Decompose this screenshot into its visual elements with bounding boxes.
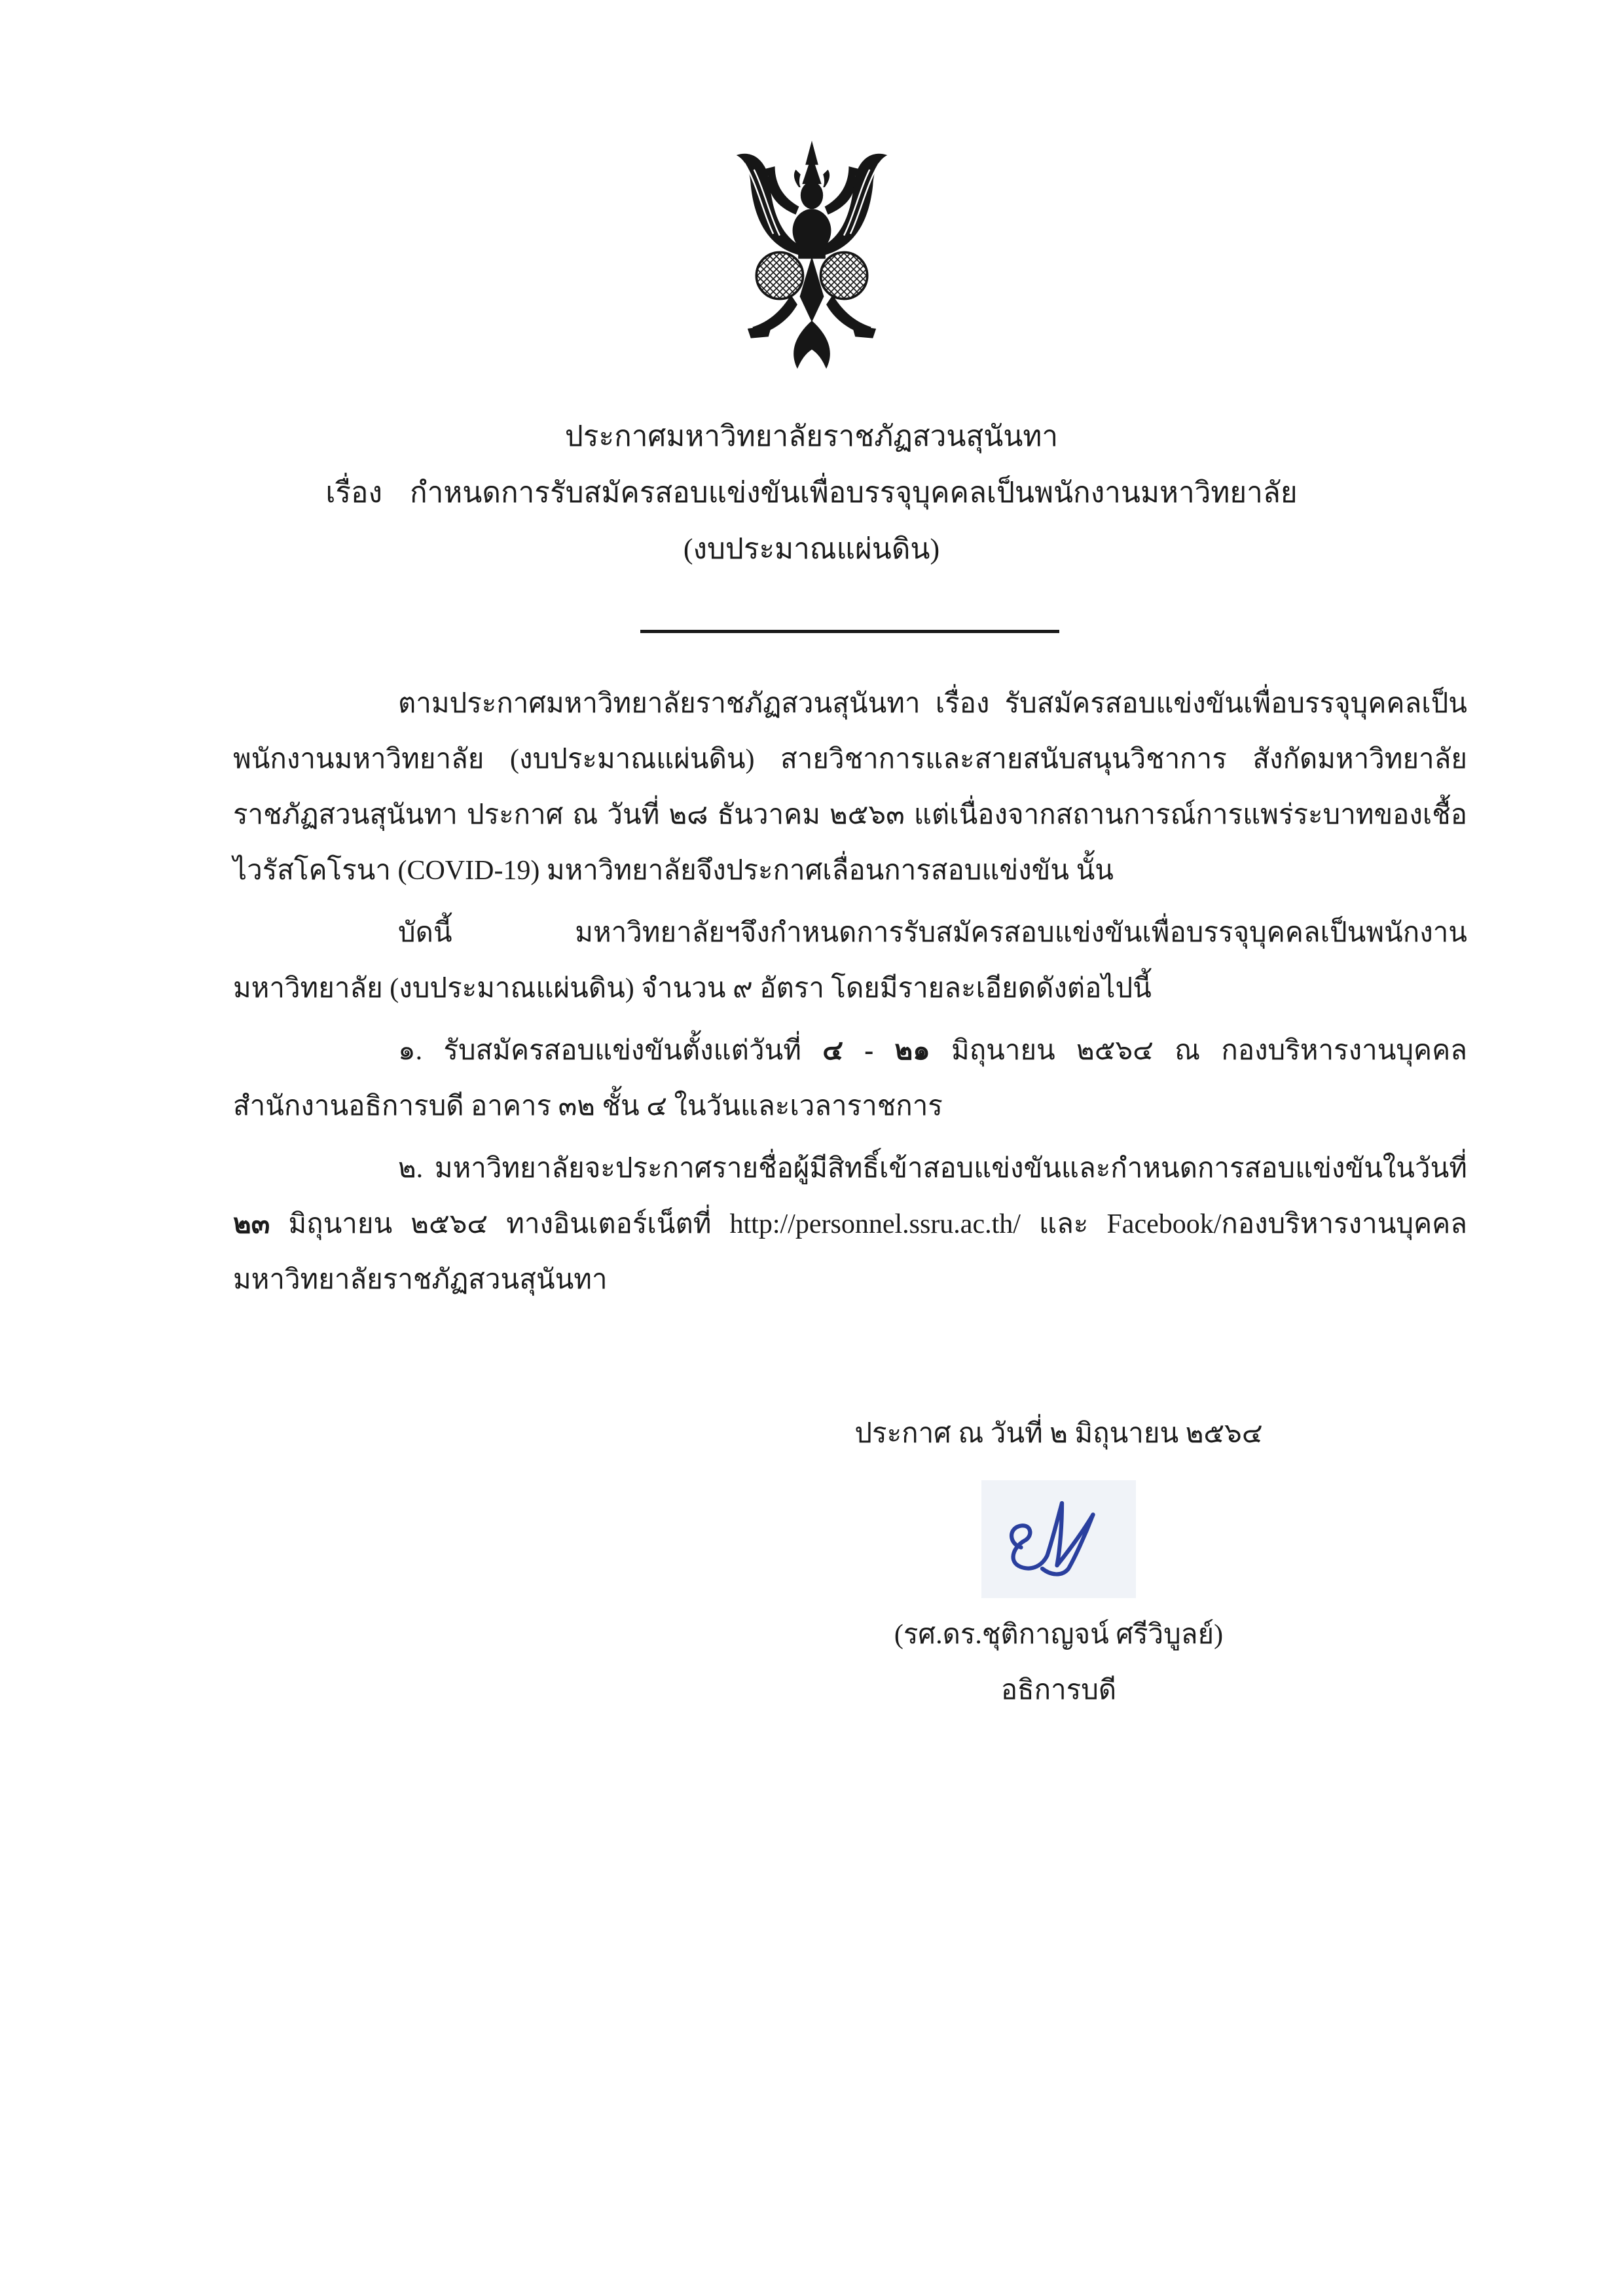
item-2-pre: ๒. มหาวิทยาลัยจะประกาศรายชื่อผู้มีสิทธิ์เข้าสอบแข่งขันและกำหนดการสอบแข่งขันในวันที่ xyxy=(398,1154,1467,1184)
signature-ink xyxy=(990,1490,1127,1588)
body-content xyxy=(0,676,1623,1308)
title-divider xyxy=(640,630,1059,633)
item-2 xyxy=(233,1141,1467,1308)
budget-type-line: (งบประมาณแผ่นดิน) xyxy=(683,533,940,565)
announce-date-line: ประกาศ ณ วันที่ ๒ มิถุนายน ๒๕๖๔ xyxy=(854,1419,1263,1449)
signatory-name: (รศ.ดร.ชุติกาญจน์ ศรีวิบูลย์) xyxy=(894,1620,1224,1650)
announcement-title: ประกาศมหาวิทยาลัยราชภัฏสวนสุนันทา xyxy=(564,420,1059,452)
item-1-date-range: ๔ - ๒๑ xyxy=(822,1036,930,1066)
paragraph-intro: ตามประกาศมหาวิทยาลัยราชภัฏสวนสุนันทา เรื่อง รับสมัครสอบแข่งขันเพื่อบรรจุบุคคลเป็นพนักงานมหาวิทยาลัย (งบประมาณแผ่นดิน) สายวิชาการและสายสนับสนุนวิชาการ สังกัดมหาวิทยาลัยราชภัฏสวนสุนันทา ประกาศ ณ วันที่ ๒๘ ธันวาคม ๒๕๖๓ แต่เนื่องจากสถานการณ์การแพร่ระบาทของเชื้อไวรัสโคโรนา (COVID-19) มหาวิทยาลัยจึงประกาศเลื่อนการสอบแข่งขัน นั้น xyxy=(233,689,1467,886)
item-2-date: ๒๓ xyxy=(233,1209,270,1239)
garuda-emblem-graphic xyxy=(714,137,910,378)
garuda-emblem xyxy=(0,0,1623,378)
subject-text: กำหนดการรับสมัครสอบแข่งขันเพื่อบรรจุบุคคลเป็นพนักงานมหาวิทยาลัย xyxy=(409,477,1298,509)
title-block xyxy=(0,409,1623,577)
item-2-post: มิถุนายน ๒๕๖๔ ทางอินเตอร์เน็ตที่ http://personnel.ssru.ac.th/ และ Facebook/กองบริหารงานบุคคล มหาวิทยาลัยราชภัฏสวนสุนันทา xyxy=(233,1209,1467,1295)
signatory-title: อธิการบดี xyxy=(1000,1675,1117,1705)
item-1-post: มิถุนายน ๒๕๖๔ ณ กองบริหารงานบุคคล สำนักงานอธิการบดี อาคาร ๓๒ ชั้น ๔ ในวันและเวลาราชการ xyxy=(233,1036,1467,1121)
item-1-pre: ๑. รับสมัครสอบแข่งขันตั้งแต่วันที่ xyxy=(398,1036,823,1066)
paragraph-now: บัดนี้ มหาวิทยาลัยฯจึงกำหนดการรับสมัครสอบแข่งขันเพื่อบรรจุบุคคลเป็นพนักงานมหาวิทยาลัย (งบประมาณแผ่นดิน) จำนวน ๙ อัตรา โดยมีรายละเอียดดังต่อไปนี้ xyxy=(233,918,1467,1004)
announcement-subject xyxy=(0,465,1623,521)
item-1 xyxy=(233,1023,1467,1135)
signature-block xyxy=(826,1406,1291,1719)
signature-image xyxy=(981,1480,1136,1598)
subject-prefix: เรื่อง xyxy=(325,477,382,509)
